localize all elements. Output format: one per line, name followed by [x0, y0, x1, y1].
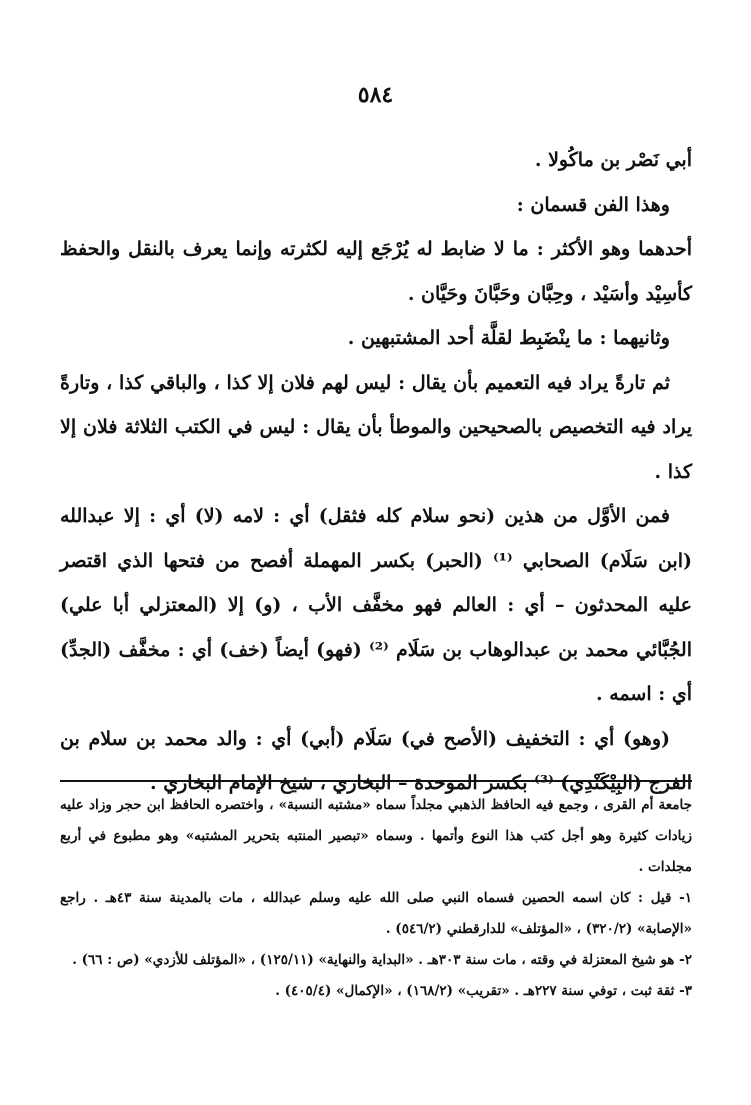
paragraph: فمن الأوَّل من هذين (نحو سلام كله فثقل) أي : لامه (لا) أي : إلا عبدالله (ابن سَلَام) الصحابي ⁽¹⁾ (الحبر) بكسر المهملة أفصح من فتحها الذي اقتصر عليه المحدثون – أي : العالم فهو مخفَّف الأب ، (و) إلا (المعتزلي أبا علي) الجُبَّائي محمد بن عبدالوهاب بن سَلَام ⁽²⁾ (فهو) أيضاً (خف) أي : مخفَّف (الجدِّ) أي : اسمه . — [60, 505, 692, 705]
footnotes — [60, 790, 692, 1007]
main-text — [60, 138, 692, 806]
footnote-2: ٢- هو شيخ المعتزلة في وقته ، مات سنة ٣٠٣هـ . «البداية والنهاية» (١٢٥/١١) ، «المؤتلف للأزدي» (ص : ٦٦) . — [72, 952, 692, 968]
footnote-continued: جامعة أم القرى ، وجمع فيه الحافظ الذهبي مجلداً سماه «مشتبه النسبة» ، واختصره الحافظ ابن حجر وزاد عليه زيادات كثيرة وهو أجل كتب هذا النوع وأتمها . وسماه «تبصير المنتبه بتحرير المشتبه» وهو مطبوع في أربع مجلدات . — [60, 797, 692, 875]
page-number: ٥٨٤ — [357, 82, 394, 108]
paragraph: وهذا الفن قسمان : — [516, 193, 670, 216]
footnote-divider — [60, 780, 692, 782]
footnote-3: ٣- ثقة ثبت ، توفي سنة ٢٢٧هـ . «تقريب» (١٦٨/٢) ، «الإكمال» (٤٠٥/٤) . — [275, 983, 692, 999]
paragraph: (وهو) أي : التخفيف (الأصح في) سَلَام (أبي) أي : والد محمد بن سلام بن الفرج (البِيْكَنْدِي) ⁽³⁾ بكسر الموحدة – البخاري ، شيخ الإمام البخاري . — [60, 727, 692, 794]
paragraph: أحدهما وهو الأكثر : ما لا ضابط له يُرْجَع إليه لكثرته وإنما يعرف بالنقل والحفظ كأسِيْد وأسَيْد ، وحِبَّان وحَبَّانَ وحَيَّان . — [60, 238, 692, 305]
paragraph: ثم تارةً يراد فيه التعميم بأن يقال : ليس لهم فلان إلا كذا ، والباقي كذا ، وتارةً يراد فيه التخصيص بالصحيحين والموطأ بأن يقال : ليس في الكتب الثلاثة فلان إلا كذا . — [60, 371, 692, 483]
paragraph: وثانيهما : ما ينْضَبِط لقلَّة أحد المشتبهين . — [347, 327, 670, 349]
paragraph: أبي نَصْر بن ماكُولا . — [534, 149, 692, 171]
footnote-1: ١- قيل : كان اسمه الحصين فسماه النبي صلى الله عليه وسلم عبدالله ، مات بالمدينة سنة ٤٣هـ . راجع «الإصابة» (٣٢٠/٢) ، «المؤتلف» للدارقطني (٥٤٦/٢) . — [60, 890, 692, 937]
